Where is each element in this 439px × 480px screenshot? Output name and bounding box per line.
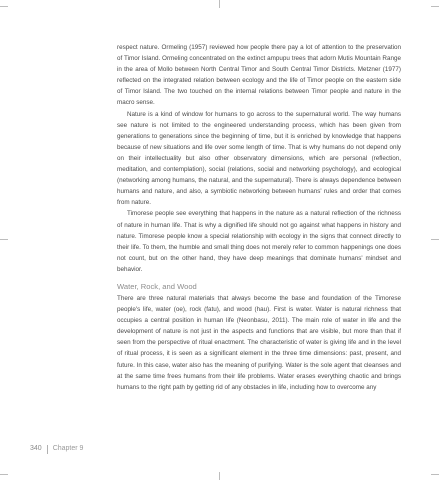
section-heading: Water, Rock, and Wood — [117, 281, 197, 291]
paragraph-1: respect nature. Ormeling (1957) reviewed how people there pay a lot of attention to the preservation of Timor Island. Ormeling concentrated on the extinct ampupu trees that adorn Mutis Mountain Range in the area of Mollo between North Central Timor and South Central Timor Districts. Metzner (1977) reflected on the integrated relation between ecology and the life of Timor people on the eastern side of Timor Island. The two touched on the internal relations between Timor people and nature in the macro sense. — [117, 44, 401, 107]
crop-mark-middle-left — [0, 239, 8, 240]
page-footer — [30, 444, 83, 454]
paragraph-3: Timorese people see everything that happens in the nature as a natural reflection of the richness of nature in human life. That is why a dignified life should not go against what happens in history and nature. Timorese people know a special relationship with ecology in the signs that connect directly to their life. To them, the humble and small thing does not merely refer to common happenings one does not count, but on the other hand, they have deep meanings that dominate humans' mindset and behavior. — [117, 210, 401, 273]
crop-mark-bottom-left — [0, 474, 8, 475]
crop-mark-top-right — [431, 6, 439, 7]
crop-mark-bottom-center — [219, 472, 220, 480]
chapter-label: Chapter 9 — [52, 445, 84, 452]
crop-mark-top-left — [0, 6, 8, 7]
crop-mark-top-center — [219, 0, 220, 8]
crop-mark-bottom-right — [431, 474, 439, 475]
crop-mark-middle-right — [431, 239, 439, 240]
page-number: 340 — [30, 445, 42, 452]
paragraph-4: There are three natural materials that always become the base and foundation of the Timorese people's life, water (oe), rock (fatu), and wood (hau). First is water. Water is natural richness that occupies a central position in human life (Neonbasu, 2011). The main role of water in life and the development of nature is not just in the aspects and functions that are visible, but more than that if seen from the perspective of ritual enactment. The characteristic of water is giving life and in the level of ritual process, it is seen as a significant element in the three time dimensions: past, present, and future. In this case, water also has the meaning of purifying. Water is the sole agent that cleanses and at the same time frees humans from their life problems. Water erases everything chaotic and brings humans to the right path by getting rid of any obstacles in life, including how to overcome any — [117, 294, 401, 391]
paragraph-2: Nature is a kind of window for humans to go across to the supernatural world. The way humans see nature is not limited to the engineered understanding process, which has been given from generations to generations since the beginning of time, but it is enriched by knowledge that happens because of new situations and life over some length of time. That is why humans do not depend only on their intellectuality but also other observatory dimensions, which are personal (reflection, meditation, and contemplation), social (relations, social and networking psychology), and ecological (networking among humans, the natural, and the supernatural). There is always dependence between humans and nature, and also, a symbiotic networking between humans' rules and order that comes from nature. — [117, 110, 401, 207]
body-text — [117, 42, 401, 393]
footer-divider — [47, 445, 48, 454]
